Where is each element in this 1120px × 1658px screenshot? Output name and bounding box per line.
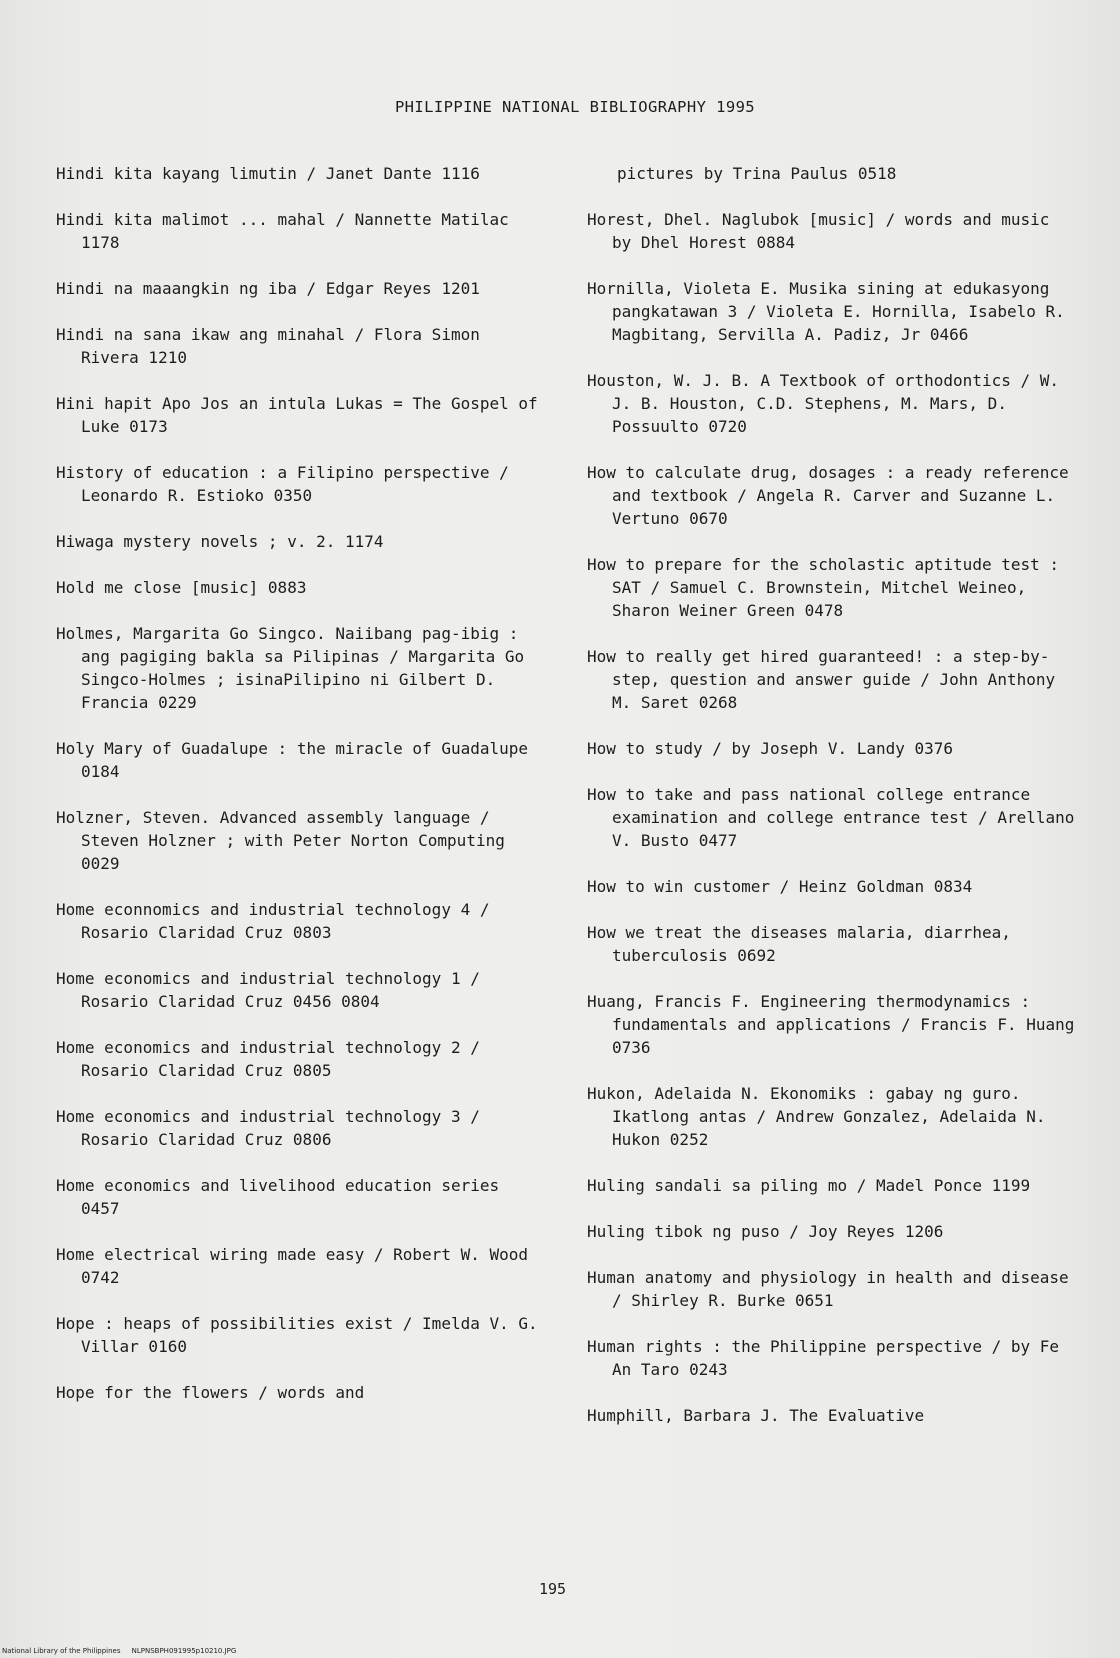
bib-entry: Holy Mary of Guadalupe : the miracle of Guadalupe 0184 (56, 739, 529, 781)
bib-entry: Hini hapit Apo Jos an intula Lukas = The Gospel of Luke 0173 (56, 394, 538, 436)
bib-entry: Hope for the flowers / words and (56, 1383, 365, 1402)
bib-entry: Hope : heaps of possibilities exist / Imelda V. G. Villar 0160 (56, 1314, 538, 1356)
bib-entry: Hold me close [music] 0883 (56, 578, 307, 597)
bib-entry: History of education : a Filipino perspective / Leonardo R. Estioko 0350 (56, 463, 509, 505)
scan-footer: National Library of the Philippines NLPNSBPH091995p10210.JPG (2, 1647, 237, 1655)
bib-entry: Home electrical wiring made easy / Robert W. Wood 0742 (56, 1245, 529, 1287)
bib-entry: Home economics and industrial technology 1 / Rosario Claridad Cruz 0456 0804 (56, 969, 480, 1011)
bib-entry: Hukon, Adelaida N. Ekonomiks : gabay ng guro. Ikatlong antas / Andrew Gonzalez, Adelaida N. Hukon 0252 (587, 1084, 1046, 1149)
bib-entry: How to prepare for the scholastic aptitude test : SAT / Samuel C. Brownstein, Mitchel Weineo, Sharon Weiner Green 0478 (587, 555, 1060, 620)
bib-entry: How we treat the diseases malaria, diarrhea, tuberculosis 0692 (587, 923, 1011, 965)
page-number: 195 (538, 1580, 567, 1598)
bib-entry: Hindi na maaangkin ng iba / Edgar Reyes 1201 (56, 279, 480, 298)
bib-entry: Home economics and industrial technology 3 / Rosario Claridad Cruz 0806 (56, 1107, 480, 1149)
bib-entry: Hindi na sana ikaw ang minahal / Flora Simon Rivera 1210 (56, 325, 480, 367)
bib-entry: Human anatomy and physiology in health and disease / Shirley R. Burke 0651 (587, 1268, 1069, 1310)
bib-entry: Hindi kita malimot ... mahal / Nannette Matilac 1178 (56, 210, 509, 252)
bib-entry: Huling sandali sa piling mo / Madel Ponce 1199 (587, 1176, 1031, 1195)
bib-entry: Houston, W. J. B. A Textbook of orthodontics / W. J. B. Houston, C.D. Stephens, M. Mars, D. Possuulto 0720 (587, 371, 1060, 436)
bib-entry: Home economics and industrial technology 2 / Rosario Claridad Cruz 0805 (56, 1038, 480, 1080)
bib-entry: Home econnomics and industrial technology 4 / Rosario Claridad Cruz 0803 (56, 900, 490, 942)
bib-entry: Hiwaga mystery novels ; v. 2. 1174 (56, 532, 384, 551)
bib-entry: How to really get hired guaranteed! : a step-by-step, question and answer guide / John Anthony M. Saret 0268 (587, 647, 1056, 712)
bib-entry: Holmes, Margarita Go Singco. Naiibang pag-ibig : ang pagiging bakla sa Pilipinas / Margarita Go Singco-Holmes ; isinaPilipino ni Gilbert D. Francia 0229 (56, 624, 525, 712)
bib-entry: Huling tibok ng puso / Joy Reyes 1206 (587, 1222, 944, 1241)
bib-entry: How to win customer / Heinz Goldman 0834 (587, 877, 973, 896)
bib-entry: Human rights : the Philippine perspective / by Fe An Taro 0243 (587, 1337, 1060, 1379)
bib-entry: Humphill, Barbara J. The Evaluative (587, 1406, 925, 1425)
right-column (587, 162, 1077, 1450)
bib-entry: Home economics and livelihood education series 0457 (56, 1176, 500, 1218)
bib-entry: Hornilla, Violeta E. Musika sining at edukasyong pangkatawan 3 / Violeta E. Hornilla, Isabelo R. Magbitang, Servilla A. Padiz, Jr 0466 (587, 279, 1065, 344)
bib-entry: Hindi kita kayang limutin / Janet Dante 1116 (56, 164, 480, 183)
page-header: PHILIPPINE NATIONAL BIBLIOGRAPHY 1995 (394, 98, 756, 116)
bib-entry: Huang, Francis F. Engineering thermodynamics : fundamentals and applications / Francis F. Huang 0736 (587, 992, 1075, 1057)
bib-entry: How to calculate drug, dosages : a ready reference and textbook / Angela R. Carver and Suzanne L. Vertuno 0670 (587, 463, 1069, 528)
bib-entry: pictures by Trina Paulus 0518 (617, 164, 897, 183)
bib-entry: How to study / by Joseph V. Landy 0376 (587, 739, 954, 758)
left-column (56, 162, 546, 1427)
bib-entry: Horest, Dhel. Naglubok [music] / words and music by Dhel Horest 0884 (587, 210, 1050, 252)
bib-entry: Holzner, Steven. Advanced assembly language / Steven Holzner ; with Peter Norton Computing 0029 (56, 808, 505, 873)
bib-entry: How to take and pass national college entrance examination and college entrance test / Arellano V. Busto 0477 (587, 785, 1075, 850)
